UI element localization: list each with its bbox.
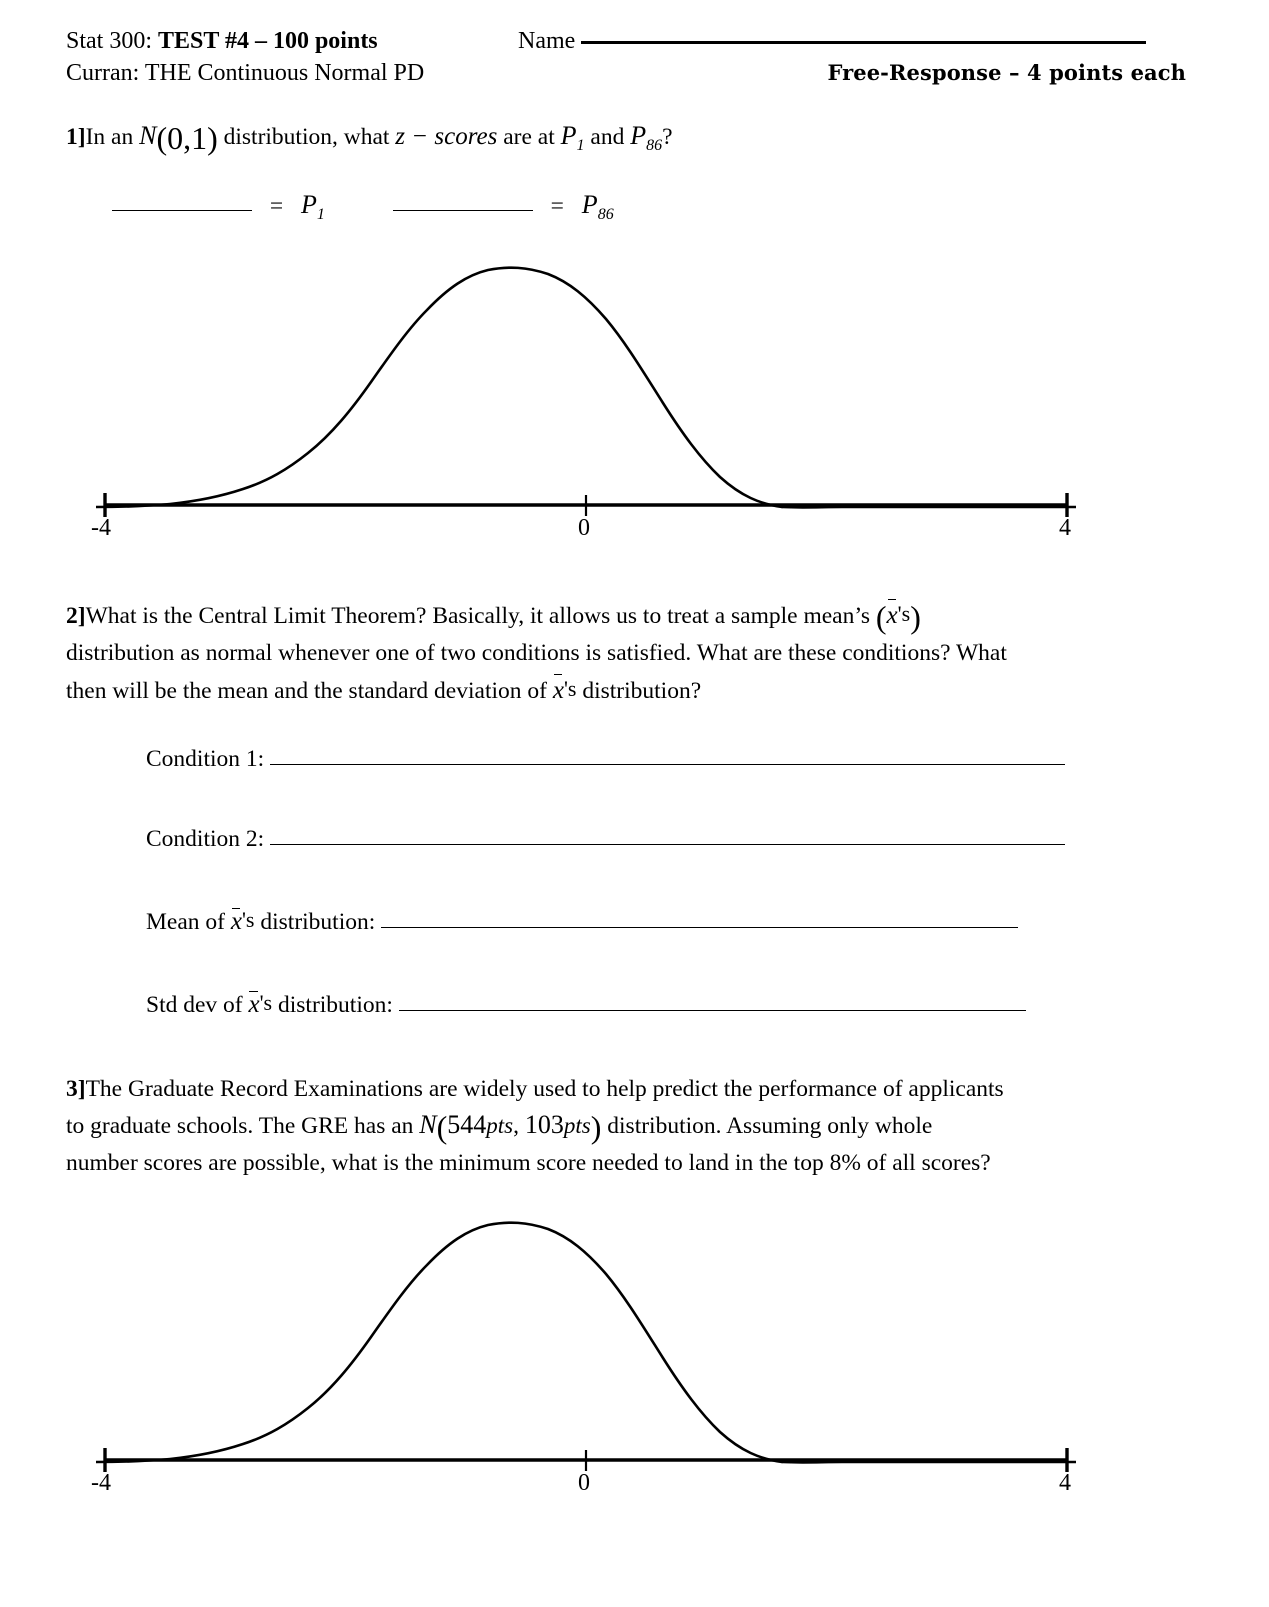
question-1-text — [66, 118, 1186, 164]
condition-1-label: Condition 1: — [146, 746, 265, 772]
condition-2-label: Condition 2: — [146, 826, 265, 852]
axis-tick-label-2-left: -4 — [91, 1470, 111, 1496]
normal-density-path-1 — [96, 268, 782, 507]
condition-2-blank[interactable] — [270, 844, 1065, 845]
q1-dist-symbol: N — [139, 121, 157, 150]
q3-dist-symbol: N — [419, 1110, 437, 1139]
q1-answer-label-2-symbol: P — [581, 190, 598, 219]
question-2-number: 2] — [66, 603, 86, 629]
header-course-line — [66, 26, 378, 56]
q1-part-b: distribution, what — [217, 124, 396, 150]
q1-answer-blank-2[interactable] — [393, 210, 533, 211]
q1-answer-row — [112, 190, 614, 224]
q3-line-2-pre: to graduate schools. The GRE has an — [66, 1113, 420, 1139]
q3-sd-value: 103 — [524, 1110, 564, 1139]
free-response-note: Free-Response – 4 points each — [827, 60, 1186, 85]
header-test-title: TEST #4 – 100 points — [158, 28, 378, 54]
normal-curve-chart-2 — [91, 1210, 1076, 1510]
header-instructor-line: Curran: THE Continuous Normal PD — [66, 60, 425, 86]
q2-prime-s: 's — [897, 601, 911, 626]
q1-answer-label-1-symbol: P — [301, 190, 317, 219]
q3-separator: , — [513, 1113, 525, 1139]
q3-line-2 — [66, 1107, 1191, 1145]
q3-line-2-post: distribution. Assuming only whole — [601, 1113, 933, 1139]
condition-1-row — [146, 744, 1065, 774]
q1-answer-label-1-subscript: 1 — [316, 206, 325, 223]
q1-percentile-2-symbol: P — [630, 121, 647, 150]
question-2-text — [66, 596, 1191, 709]
q3-mean-unit: pts — [486, 1113, 514, 1138]
header-course-prefix: Stat 300: — [66, 28, 159, 54]
q3-open-paren: ( — [436, 1109, 448, 1145]
q1-question-mark: ? — [662, 124, 673, 150]
condition-1-blank[interactable] — [270, 764, 1065, 765]
std-dev-of-xbar-blank[interactable] — [399, 1010, 1026, 1011]
name-label: Name — [518, 28, 576, 54]
q2-close-paren: ) — [910, 599, 921, 635]
q1-answer-label-2-subscript: 86 — [597, 206, 614, 223]
q1-zscores: z − scores — [395, 123, 498, 150]
q1-part-c: are at — [497, 124, 561, 150]
name-field-group — [518, 26, 1146, 56]
q2-open-paren: ( — [875, 599, 887, 635]
axis-tick-label-1-center: 0 — [578, 515, 590, 541]
std-dev-label-pre: Std dev of — [146, 992, 249, 1018]
q3-line-1 — [66, 1071, 1191, 1107]
condition-2-row — [146, 824, 1065, 854]
q2-line-3-pre: then will be the mean and the standard deviation of — [66, 678, 553, 704]
normal-curve-chart-1 — [91, 255, 1076, 555]
q1-percentile-2-subscript: 86 — [646, 137, 663, 154]
page-header — [66, 26, 1186, 96]
q3-line-3: number scores are possible, what is the minimum score needed to land in the top 8% of all scores? — [66, 1150, 991, 1176]
q1-equals-2: = — [550, 193, 564, 219]
q2-line-1-body: What is the Central Limit Theorem? Basically, it allows us to treat a sample mean’s — [85, 603, 876, 629]
axis-tick-label-1-right: 4 — [1059, 515, 1071, 541]
q1-part-a: In an — [85, 124, 140, 150]
q2-line3-prime-s: 's — [563, 676, 577, 701]
name-input-rule[interactable] — [581, 41, 1146, 44]
q1-dist-args: (0,1) — [156, 120, 218, 156]
mean-of-xbar-row — [146, 905, 1018, 937]
question-3-number: 3] — [66, 1076, 86, 1102]
q3-line-1-body: The Graduate Record Examinations are widely used to help predict the performance of applicants — [85, 1076, 1004, 1102]
q3-close-paren: ) — [590, 1109, 602, 1145]
q1-answer-blank-1[interactable] — [112, 210, 252, 211]
q2-xbar-symbol: x — [887, 597, 898, 634]
q1-equals-1: = — [269, 193, 284, 219]
std-dev-of-xbar-row — [146, 988, 1026, 1020]
q1-and: and — [584, 124, 631, 150]
q3-mean-value: 544 — [447, 1110, 487, 1139]
std-dev-xbar-symbol: x — [248, 991, 260, 1018]
axis-tick-label-1-left: -4 — [91, 515, 111, 541]
normal-density-path-2 — [96, 1223, 782, 1462]
mean-label-pre: Mean of — [146, 909, 231, 935]
q2-line-3 — [66, 671, 1191, 709]
normal-curve-svg-2 — [96, 1210, 1076, 1510]
question-1-number: 1] — [66, 124, 86, 150]
q2-line3-xbar-symbol: x — [553, 672, 564, 709]
mean-of-xbar-blank[interactable] — [381, 927, 1018, 928]
axis-tick-label-2-right: 4 — [1059, 1470, 1071, 1496]
q1-percentile-1-symbol: P — [560, 121, 577, 150]
mean-prime-s: 's — [241, 907, 255, 932]
q2-line-2: distribution as normal whenever one of two conditions is satisfied. What are these conditions? What — [66, 640, 1007, 666]
q2-line-3-post: distribution? — [576, 678, 702, 704]
question-3-text — [66, 1071, 1191, 1181]
normal-curve-svg-1 — [96, 255, 1076, 555]
std-dev-label-post: distribution: — [272, 992, 393, 1018]
q2-line-1 — [66, 596, 1191, 635]
mean-label-post: distribution: — [254, 909, 376, 935]
q1-percentile-1-subscript: 1 — [576, 137, 585, 154]
axis-tick-label-2-center: 0 — [578, 1470, 590, 1496]
mean-xbar-symbol: x — [230, 908, 242, 935]
q3-sd-unit: pts — [563, 1113, 591, 1138]
std-dev-prime-s: 's — [259, 990, 273, 1015]
